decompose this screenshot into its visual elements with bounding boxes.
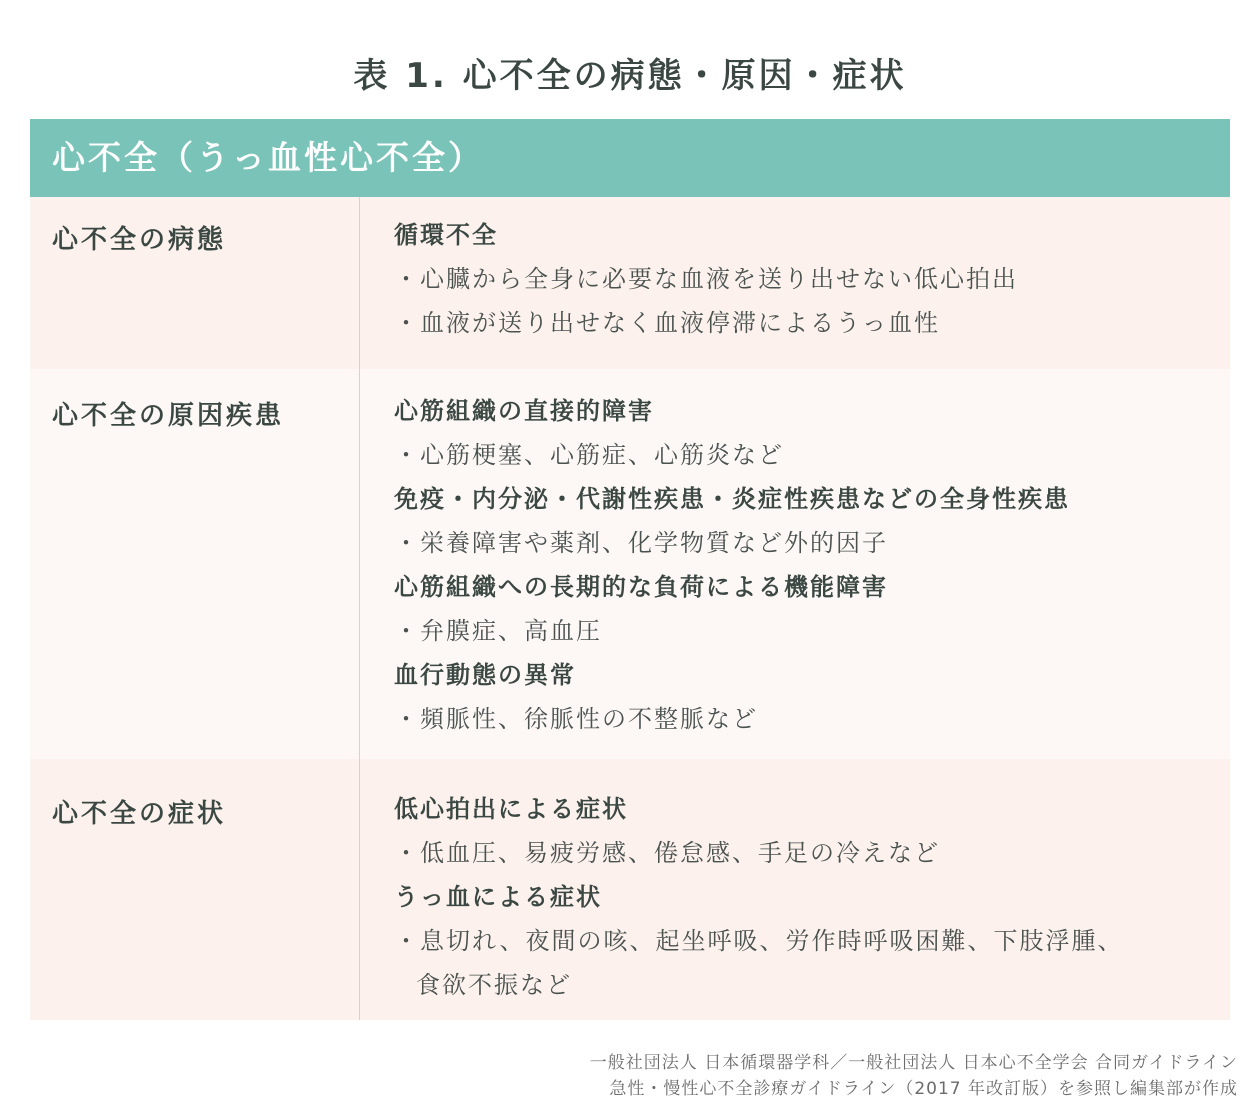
- page-title: 表 1. 心不全の病態・原因・症状: [353, 56, 907, 96]
- bullet-item: ・息切れ、夜間の咳、起坐呼吸、労作時呼吸困難、下肢浮腫、: [394, 927, 1124, 955]
- bullet-item: ・頻脈性、徐脈性の不整脈など: [394, 705, 758, 733]
- row-label: 心不全の原因疾患: [30, 369, 360, 759]
- bullet-item-continuation: 食欲不振など: [416, 971, 572, 999]
- row-label: 心不全の症状: [30, 759, 360, 1020]
- row-label: 心不全の病態: [30, 197, 360, 369]
- section-heading: 血行動態の異常: [394, 661, 576, 689]
- source-note: [590, 1050, 1238, 1102]
- section-heading: 循環不全: [394, 221, 498, 249]
- section-heading: 免疫・内分泌・代謝性疾患・炎症性疾患などの全身性疾患: [394, 485, 1070, 513]
- section-heading: 心筋組織への長期的な負荷による機能障害: [394, 573, 888, 601]
- bullet-item: ・心筋梗塞、心筋症、心筋炎など: [394, 441, 784, 469]
- bullet-item: ・低血圧、易疲労感、倦怠感、手足の冷えなど: [394, 839, 940, 867]
- source-line: 一般社団法人 日本循環器学科／一般社団法人 日本心不全学会 合同ガイドライン: [589, 1053, 1238, 1073]
- section-heading: うっ血による症状: [394, 883, 602, 911]
- row-content: [360, 197, 1230, 369]
- bullet-item: ・弁膜症、高血圧: [394, 617, 602, 645]
- row-content: [360, 759, 1230, 1020]
- bullet-item: ・心臓から全身に必要な血液を送り出せない低心拍出: [394, 265, 1018, 293]
- bullet-item: ・栄養障害や薬剤、化学物質など外的因子: [394, 529, 888, 557]
- section-heading: 心筋組織の直接的障害: [394, 397, 654, 425]
- table-row-causes: [30, 369, 1230, 759]
- section-heading: 低心拍出による症状: [394, 795, 628, 823]
- source-line: 急性・慢性心不全診療ガイドライン（2017 年改訂版）を参照し編集部が作成: [609, 1079, 1238, 1099]
- table-row-pathology: [30, 197, 1230, 369]
- row-content: [360, 369, 1230, 759]
- table-header: 心不全（うっ血性心不全）: [30, 119, 1230, 197]
- heart-failure-table: [30, 119, 1230, 1020]
- table-row-symptoms: [30, 759, 1230, 1020]
- bullet-item: ・血液が送り出せなく血液停滞によるうっ血性: [394, 309, 940, 337]
